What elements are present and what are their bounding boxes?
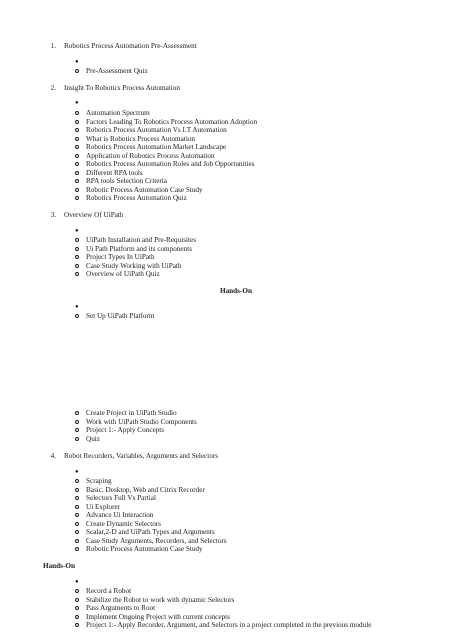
circle-bullet-icon [75, 437, 79, 441]
section-2-number: 2. [50, 84, 56, 92]
circle-bullet-icon [75, 264, 79, 268]
bullet-icon: ● [75, 100, 79, 106]
circle-bullet-icon [75, 162, 79, 166]
section-2-item: Robotics Process Automation Market Landscape [86, 143, 227, 151]
circle-bullet-icon [75, 179, 79, 183]
section-4-number: 4. [50, 452, 56, 460]
circle-bullet-icon [75, 513, 79, 517]
circle-bullet-icon [75, 522, 79, 526]
section-4-item: Selectors Full Vs Partial [86, 494, 156, 502]
section-1-item: Pre-Assessment Quiz [86, 67, 148, 75]
bullet-icon: ● [75, 579, 79, 585]
bullet-icon: ● [75, 59, 79, 65]
section-2-item: Application of Robotics Process Automation [86, 152, 215, 160]
section-3-number: 3. [50, 211, 56, 219]
circle-bullet-icon [75, 598, 79, 602]
circle-bullet-icon [75, 188, 79, 192]
section-2-item: Different RPA tools [86, 169, 143, 177]
hands-on-heading: Hands-On [43, 562, 75, 570]
section-2-item: Robotics Process Automation Roles and Job Opportunities [86, 160, 255, 168]
hands-on-item: Pass Arguments to Root [86, 604, 156, 612]
circle-bullet-icon [75, 530, 79, 534]
section-4-item: Robotic Process Automation Case Study [86, 545, 203, 553]
circle-bullet-icon [75, 606, 79, 610]
section-3-item: Case Study Working with UiPath [86, 262, 182, 270]
circle-bullet-icon [75, 496, 79, 500]
bullet-icon: ● [75, 228, 79, 234]
section-3-item: Ui Path Platform and its components [86, 245, 193, 253]
section-2-item: What is Robotics Process Automation [86, 135, 196, 143]
section-2-item: Automation Spectrum [86, 109, 150, 117]
circle-bullet-icon [75, 479, 79, 483]
section-3-title: Overview Of UiPath [64, 211, 124, 219]
circle-bullet-icon [75, 128, 79, 132]
circle-bullet-icon [75, 238, 79, 242]
hands-on-item: Implement Ongoing Project with current concepts [86, 613, 230, 621]
circle-bullet-icon [75, 420, 79, 424]
circle-bullet-icon [75, 428, 79, 432]
circle-bullet-icon [75, 120, 79, 124]
section-4-item: Ui Explorer [86, 503, 121, 511]
section-1-title: Robotics Process Automation Pre-Assessment [64, 42, 197, 50]
hands-on-item: Set Up UiPath Platform [86, 312, 155, 320]
circle-bullet-icon [75, 505, 79, 509]
circle-bullet-icon [75, 145, 79, 149]
hands-on-heading: Hands-On [220, 287, 252, 295]
section-4-item: Scalar,2-D and UiPath Types and Arguments [86, 528, 215, 536]
circle-bullet-icon [75, 247, 79, 251]
circle-bullet-icon [75, 623, 79, 627]
hands-on-item: Work with UiPath Studio Components [86, 418, 197, 426]
circle-bullet-icon [75, 171, 79, 175]
circle-bullet-icon [75, 589, 79, 593]
section-4-item: Create Dynamic Selectors [86, 520, 162, 528]
circle-bullet-icon [75, 488, 79, 492]
section-2-item: Robotics Process Automation Vs I.T Automation [86, 126, 227, 134]
circle-bullet-icon [75, 547, 79, 551]
section-1-number: 1. [50, 42, 56, 50]
circle-bullet-icon [75, 615, 79, 619]
circle-bullet-icon [75, 154, 79, 158]
section-2-item: RPA tools Selection Criteria [86, 177, 167, 185]
section-2-item: Factors Leading To Robotics Process Automation Adoption [86, 118, 258, 126]
circle-bullet-icon [75, 111, 79, 115]
section-3-item: UiPath Installation and Pre-Requisites [86, 236, 196, 244]
circle-bullet-icon [75, 196, 79, 200]
section-4-item: Advance Ui Interaction [86, 511, 154, 519]
circle-bullet-icon [75, 272, 79, 276]
circle-bullet-icon [75, 255, 79, 259]
section-4-item: Scraping [86, 477, 112, 485]
section-4-title: Robot Recorders, Variables, Arguments and Selectors [64, 452, 219, 460]
bullet-icon: ● [75, 304, 79, 310]
section-4-item: Case Study Arguments, Recorders, and Selectors [86, 537, 227, 545]
section-2-item: Robotic Process Automation Case Study [86, 186, 203, 194]
hands-on-item: Project 1:- Apply Recorder, Argument, and Selectors in a project completed in the previous module [86, 621, 372, 629]
circle-bullet-icon [75, 539, 79, 543]
hands-on-item: Create Project in UiPath Studio [86, 409, 177, 417]
hands-on-item: Quiz [86, 435, 100, 443]
circle-bullet-icon [75, 411, 79, 415]
section-3-item: Overview of UiPath Quiz [86, 270, 160, 278]
section-4-item: Basic, Desktop, Web and Citrix Recorder [86, 486, 205, 494]
hands-on-item: Project 1:- Apply Concepts [86, 426, 165, 434]
circle-bullet-icon [75, 137, 79, 141]
section-2-title: Insight To Robotics Process Automation [64, 84, 180, 92]
section-2-item: Robotics Process Automation Quiz [86, 194, 187, 202]
section-3-item: Project Types In UiPath [86, 253, 155, 261]
circle-bullet-icon [75, 314, 79, 318]
circle-bullet-icon [75, 69, 79, 73]
hands-on-item: Stabilize the Robot to work with dynamic Selectors [86, 596, 235, 604]
bullet-icon: ● [75, 469, 79, 475]
hands-on-item: Record a Robot [86, 587, 132, 595]
